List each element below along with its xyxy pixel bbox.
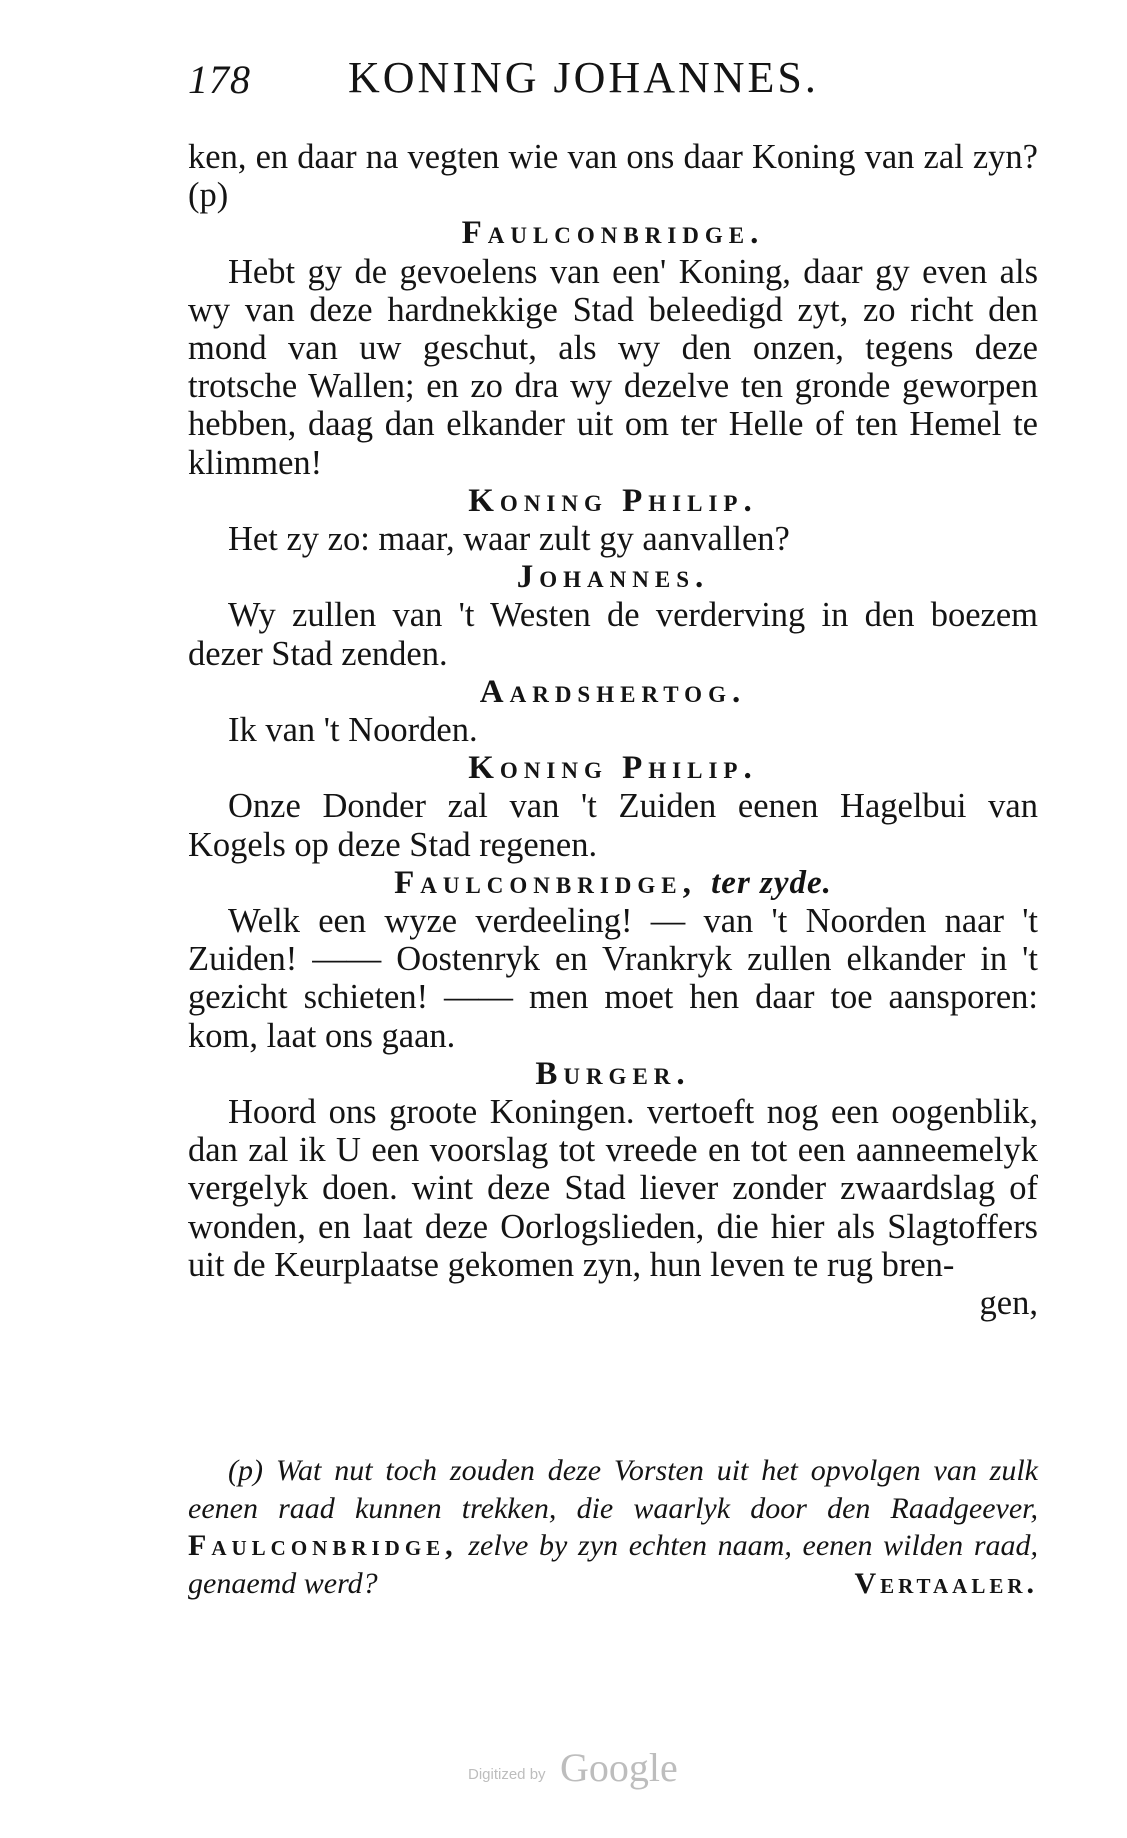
speaker-heading [188,864,1038,902]
page-number: 178 [188,57,251,102]
speaker-name: Koning Philip. [468,482,758,519]
speaker-heading [188,1055,1038,1093]
digitized-watermark [468,1744,708,1794]
footnote-text-1: (p) Wat nut toch zouden deze Vorsten uit het opvolgen van zulk eenen raad kunnen trekken, die waarlyk door den Raadgeever, [188,1454,1038,1525]
speaker-name: Koning Philip. [468,750,758,787]
speaker-name: Aardshertog. [479,673,747,710]
footnote-speaker-name: Faulconbridge, [188,1529,458,1562]
dialogue-paragraph: ken, en daar na vegten wie van ons daar Koning van zal zyn? (p) [188,138,1038,215]
stage-direction: ter zyde. [711,864,832,901]
watermark-logo-text: Google [560,1745,678,1790]
dialogue-paragraph: Het zy zo: maar, waar zult gy aanvallen? [228,520,790,559]
speaker-name: Burger. [535,1055,691,1092]
watermark-small-text: Digitized by [468,1766,546,1783]
page-header [188,48,1038,108]
dialogue-paragraph: Wy zullen van 't Westen de verderving in den boezem dezer Stad zenden. [188,596,1038,673]
speaker-name: Faulconbridge, [394,864,697,901]
dialogue-paragraph: Welk een wyze verdeeling! — van 't Noorden naar 't Zuiden! —— Oostenryk en Vrankryk zullen elkander in 't gezicht schieten! —— men moet hen daar toe aansporen: kom, laat ons gaan. [188,902,1038,1055]
speaker-heading [188,749,1038,787]
speaker-name: Faulconbridge. [461,215,765,252]
dialogue-paragraph: Onze Donder zal van 't Zuiden eenen Hagelbui van Kogels op deze Stad regenen. [188,787,1038,864]
speaker-heading [188,214,1038,252]
dialogue-paragraph: Hoord ons groote Koningen. vertoeft nog een oogenblik, dan zal ik U een voorslag tot vreede en tot een aanneemelyk vergelyk doen. wint deze Stad liever zonder zwaardslag of wonden, en laat deze Oorlogslieden, die hier als Slagtoffers uit de Keurplaatse gekomen zyn, hun leven te rug bren- [188,1093,1038,1284]
speaker-heading [188,558,1038,596]
running-title: KONING JOHANNES. [348,53,819,102]
footnote-translator: Vertaaler. [854,1566,1038,1600]
speaker-name: Johannes. [516,559,710,596]
speaker-heading [188,482,1038,520]
dialogue-paragraph: Hebt gy de gevoelens van een' Koning, daar gy even als wy van deze hardnekkige Stad beleedigd zyt, zo richt den mond van uw geschut, als wy den onzen, tegens deze trotsche Wallen; en zo dra wy dezelve ten gronde geworpen hebben, daag dan elkander uit om ter Helle of ten Hemel te klimmen! [188,252,1038,482]
dialogue-paragraph: Ik van 't Noorden. [228,711,478,750]
footnote [188,1452,1038,1602]
footnote-text-2: zelve by zyn echten naam, eenen wilden raad, genaemd werd? [188,1529,1038,1600]
play-text [188,138,1038,1322]
catchword: gen, [979,1284,1038,1323]
speaker-heading [188,673,1038,711]
